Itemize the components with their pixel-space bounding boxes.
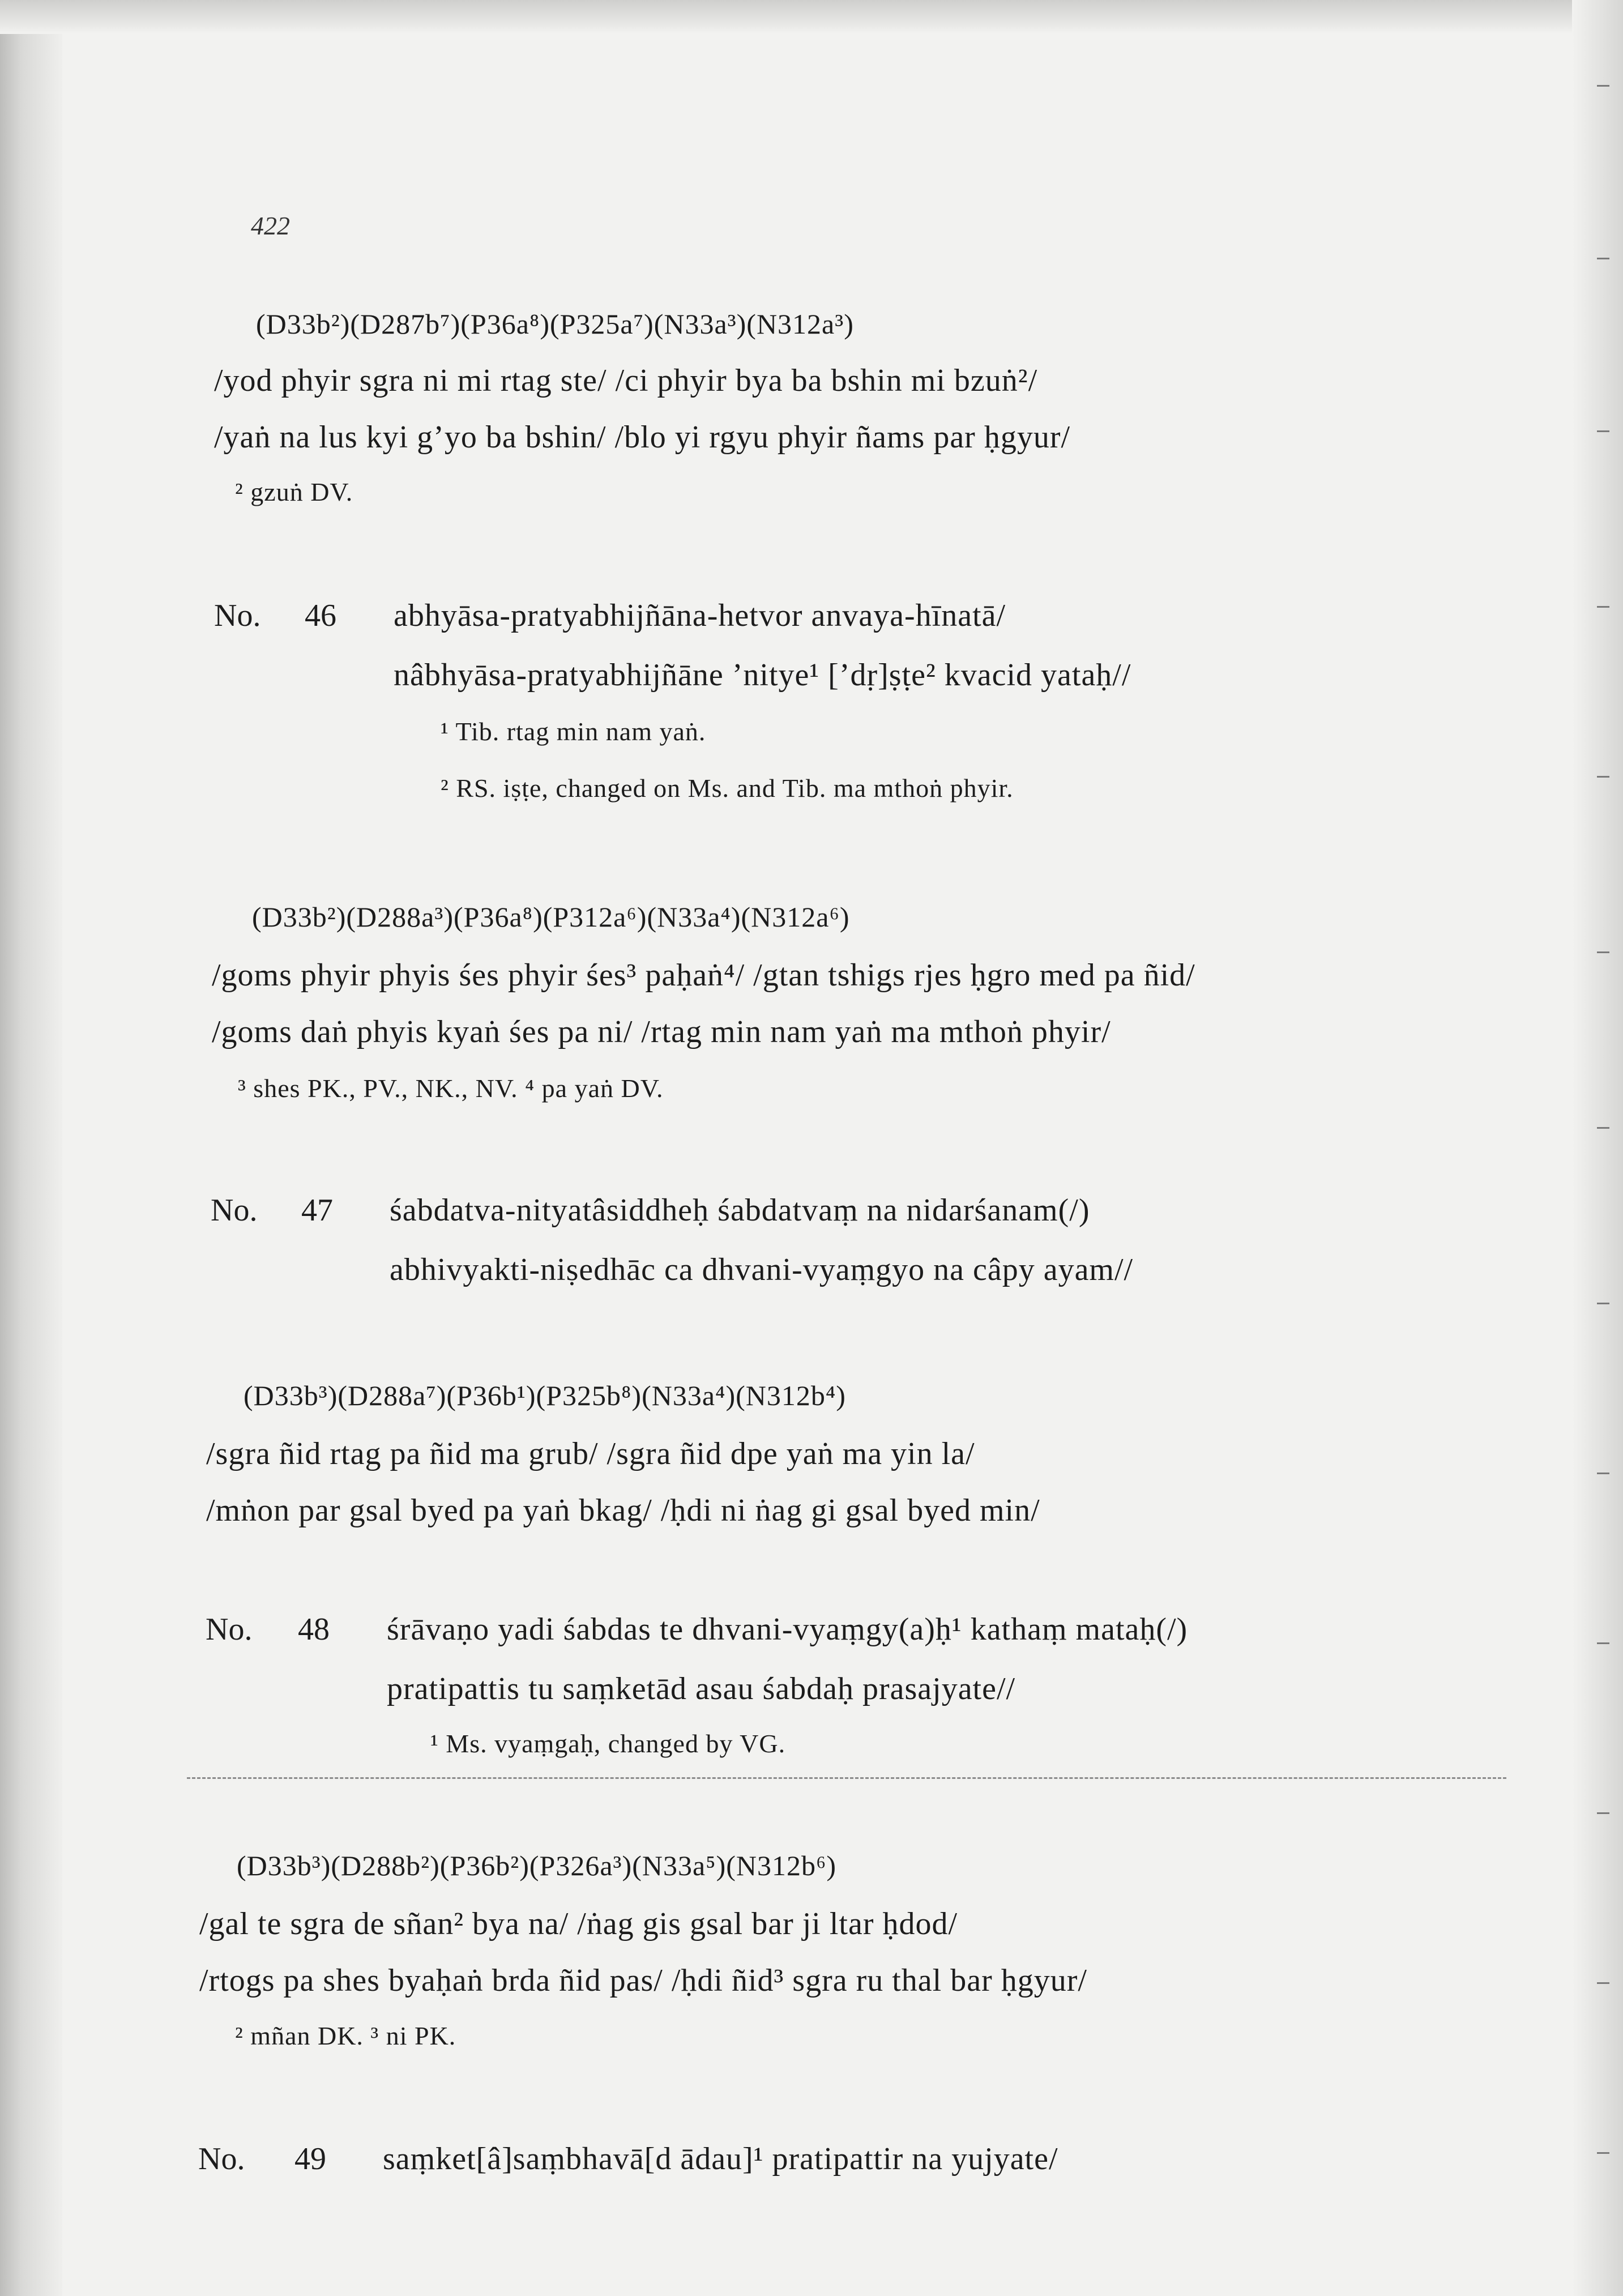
sanskrit-verse-line: pratipattis tu saṃketād asau śabdaḥ prasajyate// (387, 1671, 1016, 1706)
verse-label: No. (198, 2141, 245, 2176)
tibetan-ref-codes: (D33b²)(D288a³)(P36a⁸)(P312a⁶)(N33a⁴)(N312a⁶) (252, 901, 850, 933)
footnote: ¹ Ms. vyaṃgaḥ, changed by VG. (430, 1729, 786, 1758)
tibetan-verse-line: /yod phyir sgra ni mi rtag ste/ /ci phyir bya ba bshin mi bzuṅ²/ (214, 363, 1038, 398)
tibetan-verse-line: /gal te sgra de sñan² bya na/ /ṅag gis gsal bar ji ltar ḥdod/ (199, 1906, 958, 1941)
tibetan-ref-codes: (D33b³)(D288a⁷)(P36b¹)(P325b⁸)(N33a⁴)(N312b⁴) (244, 1380, 846, 1411)
margin-mark (1597, 776, 1609, 778)
margin-mark (1597, 606, 1609, 608)
verse-number: 48 (298, 1612, 330, 1647)
tibetan-verse-line: /yaṅ na lus kyi g’yo ba bshin/ /blo yi rgyu phyir ñams par ḥgyur/ (214, 420, 1071, 455)
margin-mark (1597, 258, 1609, 259)
scan-shadow-right (1572, 0, 1623, 2296)
tibetan-verse-line: /mṅon par gsal byed pa yaṅ bkag/ /ḥdi ni ṅag gi gsal byed min/ (206, 1493, 1040, 1528)
tibetan-verse-line: /goms phyir phyis śes phyir śes³ paḥaṅ⁴/ /gtan tshigs rjes ḥgro med pa ñid/ (212, 958, 1195, 993)
sanskrit-verse-line: śrāvaṇo yadi śabdas te dhvani-vyaṃgy(a)ḥ¹ kathaṃ mataḥ(/) (387, 1612, 1188, 1647)
margin-mark (1597, 1473, 1609, 1474)
margin-mark (1597, 1642, 1609, 1644)
scan-shadow-left (0, 0, 62, 2296)
margin-mark (1597, 430, 1609, 432)
footnote: ¹ Tib. rtag min nam yaṅ. (441, 717, 706, 746)
tibetan-verse-line: /rtogs pa shes byaḥaṅ brda ñid pas/ /ḥdi ñid³ sgra ru thal bar ḥgyur/ (199, 1963, 1087, 1998)
footnote: ³ shes PK., PV., NK., NV. ⁴ pa yaṅ DV. (238, 1074, 664, 1103)
tibetan-ref-codes: (D33b³)(D288b²)(P36b²)(P326a³)(N33a⁵)(N312b⁶) (237, 1850, 837, 1881)
scan-artifact-rule (187, 1777, 1506, 1779)
margin-mark (1597, 1303, 1609, 1304)
margin-mark (1597, 1812, 1609, 1814)
sanskrit-verse-line: abhyāsa-pratyabhijñāna-hetvor anvaya-hīnatā/ (394, 598, 1006, 633)
verse-label: No. (214, 598, 261, 633)
margin-mark (1597, 85, 1609, 87)
sanskrit-verse-line: saṃket[â]saṃbhavā[d ādau]¹ pratipattir na yujyate/ (383, 2141, 1058, 2176)
footnote: ² mñan DK. ³ ni PK. (235, 2021, 456, 2050)
verse-number: 49 (294, 2141, 326, 2176)
sanskrit-verse-line: abhivyakti-niṣedhāc ca dhvani-vyaṃgyo na câpy ayam// (390, 1252, 1134, 1287)
margin-mark (1597, 951, 1609, 953)
sanskrit-verse-line: śabdatva-nityatâsiddheḥ śabdatvaṃ na nidarśanam(/) (390, 1193, 1090, 1228)
tibetan-ref-codes: (D33b²)(D287b⁷)(P36a⁸)(P325a⁷)(N33a³)(N312a³) (256, 308, 854, 340)
sanskrit-verse-line: nâbhyāsa-pratyabhijñāne ’nitye¹ [’dṛ]ṣṭe² kvacid yataḥ// (394, 658, 1131, 693)
verse-number: 46 (305, 598, 336, 633)
margin-mark (1597, 1982, 1609, 1984)
page-number: 422 (251, 211, 290, 240)
verse-number: 47 (301, 1193, 333, 1228)
margin-mark (1597, 1127, 1609, 1129)
tibetan-verse-line: /goms daṅ phyis kyaṅ śes pa ni/ /rtag min nam yaṅ ma mthoṅ phyir/ (212, 1014, 1111, 1049)
scan-shadow-top (0, 0, 1623, 34)
footnote: ² gzuṅ DV. (235, 477, 353, 506)
verse-label: No. (211, 1193, 258, 1228)
verse-label: No. (206, 1612, 253, 1647)
tibetan-verse-line: /sgra ñid rtag pa ñid ma grub/ /sgra ñid dpe yaṅ ma yin la/ (206, 1436, 975, 1471)
footnote: ² RS. iṣṭe, changed on Ms. and Tib. ma mthoṅ phyir. (441, 774, 1014, 803)
margin-mark (1597, 2152, 1609, 2154)
